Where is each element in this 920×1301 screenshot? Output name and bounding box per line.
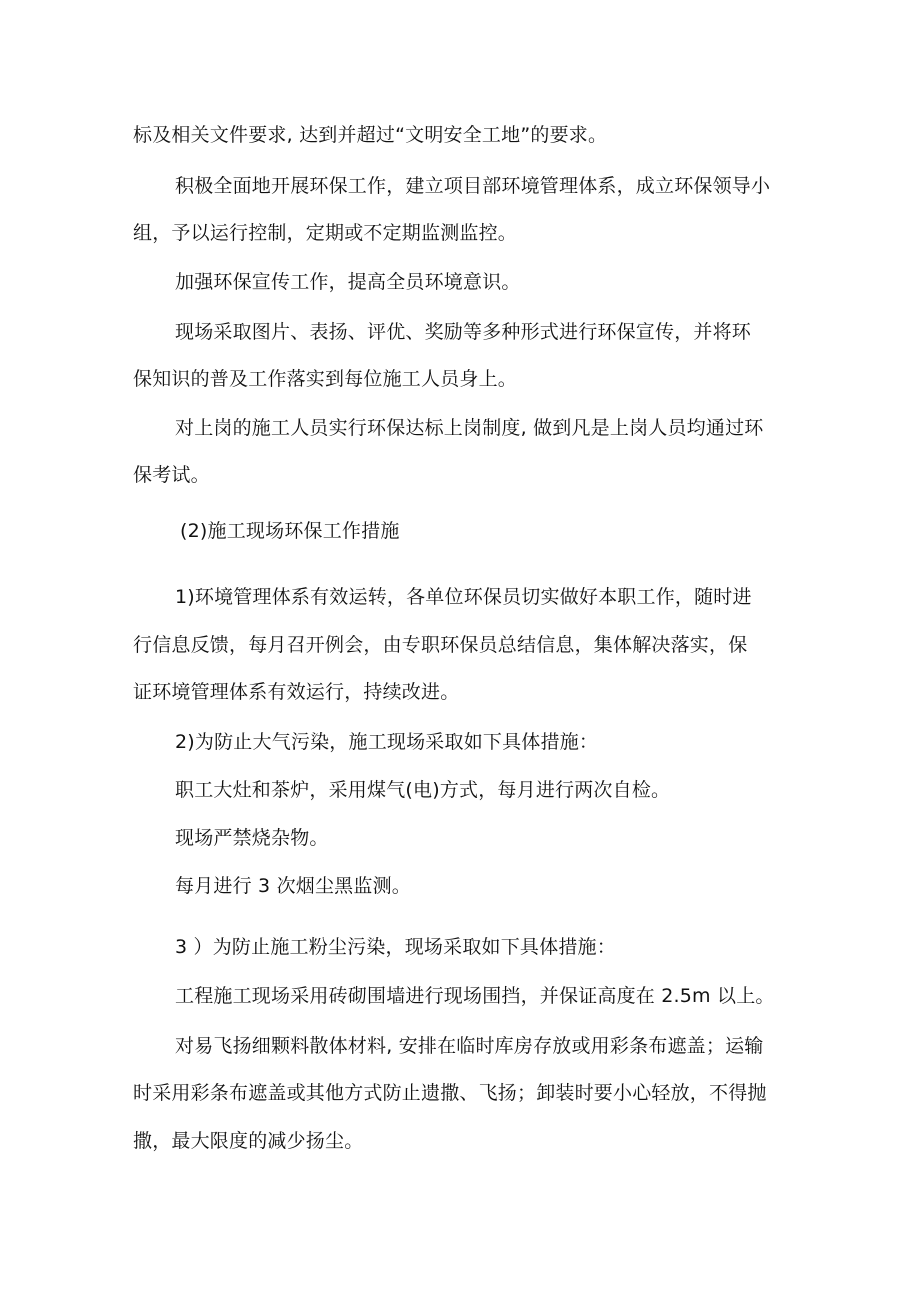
text-line: 标及相关文件要求, 达到并超过“文明安全工地”的要求。	[133, 124, 608, 146]
text-line: 保考试。	[133, 464, 210, 486]
text-line: 加强环保宣传工作，提高全员环境意识。	[175, 271, 521, 293]
text-line: 工程施工现场采用砖砌围墙进行现场围挡，并保证高度在 2.5m 以上。	[175, 985, 775, 1007]
text-line: 3 ）为防止施工粉尘污染，现场采取如下具体措施：	[175, 936, 616, 958]
text-line: 现场严禁烧杂物。	[175, 827, 329, 849]
text-line: 证环境管理体系有效运行，持续改进。	[133, 681, 460, 703]
text-line: 保知识的普及工作落实到每位施工人员身上。	[133, 368, 518, 390]
text-line: 撒，最大限度的减少扬尘。	[133, 1130, 364, 1152]
text-line: 行信息反馈，每月召开例会，由专职环保员总结信息，集体解决落实，保	[133, 634, 748, 656]
text-line: 每月进行 3 次烟尘黑监测。	[175, 875, 411, 897]
text-line: 对上岗的施工人员实行环保达标上岗制度, 做到凡是上岗人员均通过环	[175, 417, 764, 439]
text-line: 现场采取图片、表扬、评优、奖励等多种形式进行环保宣传，并将环	[175, 321, 752, 343]
text-line: 对易飞扬细颗料散体材料, 安排在临时库房存放或用彩条布遮盖；运输	[175, 1035, 764, 1057]
text-line: 时采用彩条布遮盖或其他方式防止遗撒、飞扬；卸装时要小心轻放，不得抛	[133, 1082, 767, 1104]
text-line: 积极全面地开展环保工作，建立项目部环境管理体系，成立环保领导小	[175, 175, 771, 197]
section-heading: (2)施工现场环保工作措施	[180, 520, 400, 542]
text-line: 职工大灶和茶炉，采用煤气(电)方式，每月进行两次自检。	[175, 779, 671, 801]
text-line: 2)为防止大气污染，施工现场采取如下具体措施：	[175, 731, 599, 753]
text-line: 组，予以运行控制，定期或不定期监测监控。	[133, 222, 518, 244]
text-line: 1)环境管理体系有效运转，各单位环保员切实做好本职工作，随时进	[175, 586, 752, 608]
